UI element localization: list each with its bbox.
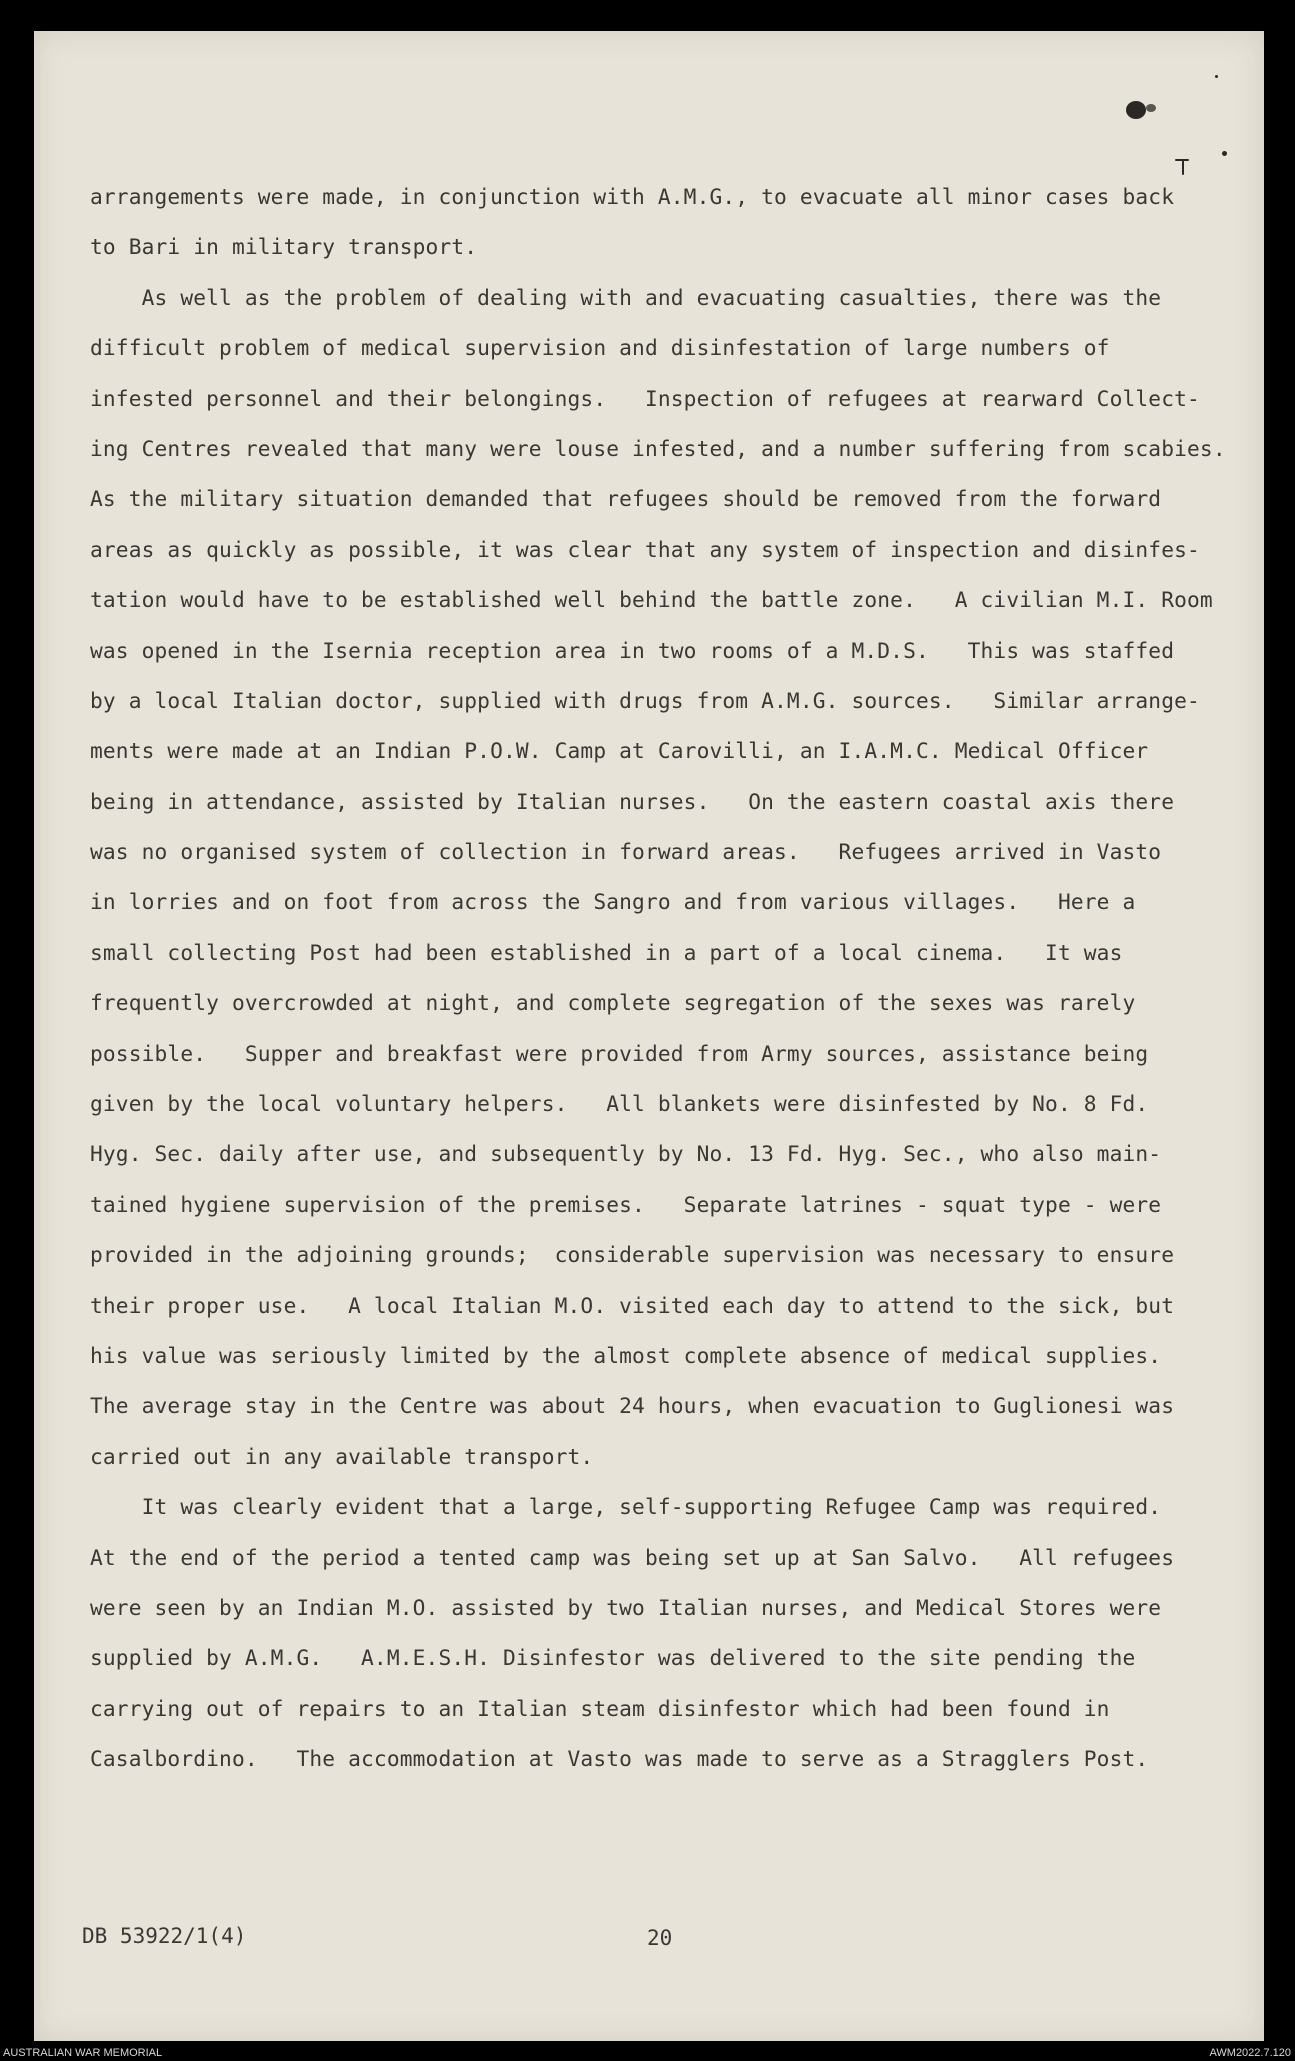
text-line: were seen by an Indian M.O. assisted by two Italian nurses, and Medical Stores were: [90, 1594, 1162, 1620]
text-line: ments were made at an Indian P.O.W. Camp at Carovilli, an I.A.M.C. Medical Officer: [90, 738, 1149, 764]
ink-blot: [1146, 104, 1156, 112]
text-line: provided in the adjoining grounds; considerable supervision was necessary to ensure: [90, 1242, 1175, 1268]
text-line: tained hygiene supervision of the premises. Separate latrines - squat type - were: [90, 1191, 1162, 1217]
text-line: Casalbordino. The accommodation at Vasto was made to serve as a Stragglers Post.: [90, 1746, 1149, 1772]
text-line: infested personnel and their belongings. Inspection of refugees at rearward Collect-: [90, 385, 1200, 411]
text-line: in lorries and on foot from across the Sangro and from various villages. Here a: [90, 889, 1136, 915]
text-line: his value was seriously limited by the almost complete absence of medical supplies.: [90, 1342, 1162, 1368]
text-line: carrying out of repairs to an Italian steam disinfestor which had been found in: [90, 1695, 1110, 1721]
text-line: to Bari in military transport.: [90, 234, 478, 260]
text-line: their proper use. A local Italian M.O. visited each day to attend to the sick, but: [90, 1292, 1175, 1318]
ink-speck: [1215, 75, 1218, 78]
text-line: frequently overcrowded at night, and complete segregation of the sexes was rarely: [90, 990, 1136, 1016]
text-line: As well as the problem of dealing with and evacuating casualties, there was the: [90, 284, 1162, 310]
text-line: carried out in any available transport.: [90, 1443, 594, 1469]
ink-blot: [1126, 101, 1146, 119]
text-line: Hyg. Sec. daily after use, and subsequently by No. 13 Fd. Hyg. Sec., who also main-: [90, 1141, 1162, 1167]
text-line: supplied by A.M.G. A.M.E.S.H. Disinfestor was delivered to the site pending the: [90, 1645, 1136, 1671]
text-line: arrangements were made, in conjunction with A.M.G., to evacuate all minor cases back: [90, 184, 1175, 209]
text-line: It was clearly evident that a large, self-supporting Refugee Camp was required.: [90, 1494, 1162, 1520]
page-number: 20: [647, 1926, 673, 1950]
text-line: difficult problem of medical supervision and disinfestation of large numbers of: [90, 335, 1110, 361]
body-text: [90, 172, 1230, 1785]
text-line: small collecting Post had been established in a part of a local cinema. It was: [90, 939, 1123, 965]
text-line: ing Centres revealed that many were louse infested, and a number suffering from scabies.: [90, 435, 1226, 461]
text-line: possible. Supper and breakfast were provided from Army sources, assistance being: [90, 1040, 1149, 1066]
text-line: given by the local voluntary helpers. All blankets were disinfested by No. 8 Fd.: [90, 1091, 1149, 1117]
text-line: was no organised system of collection in forward areas. Refugees arrived in Vasto: [90, 839, 1162, 865]
text-line: The average stay in the Centre was about 24 hours, when evacuation to Guglionesi was: [90, 1393, 1175, 1419]
text-line: At the end of the period a tented camp was being set up at San Salvo. All refugees: [90, 1544, 1175, 1570]
document-reference: DB 53922/1(4): [82, 1924, 247, 1948]
text-line: being in attendance, assisted by Italian nurses. On the eastern coastal axis there: [90, 788, 1175, 814]
ink-speck: [1175, 159, 1189, 161]
text-line: was opened in the Isernia reception area in two rooms of a M.D.S. This was staffed: [90, 637, 1175, 663]
archive-caption: AUSTRALIAN WAR MEMORIAL: [3, 2047, 163, 2059]
text-line: tation would have to be established well behind the battle zone. A civilian M.I. Room: [90, 587, 1213, 613]
archive-id: AWM2022.7.120: [1209, 2047, 1291, 2059]
text-line: As the military situation demanded that refugees should be removed from the forward: [90, 486, 1162, 512]
ink-speck: [1222, 151, 1227, 156]
text-line: by a local Italian doctor, supplied with drugs from A.M.G. sources. Similar arrange-: [90, 687, 1200, 713]
text-line: areas as quickly as possible, it was clear that any system of inspection and disinfes-: [90, 536, 1200, 562]
